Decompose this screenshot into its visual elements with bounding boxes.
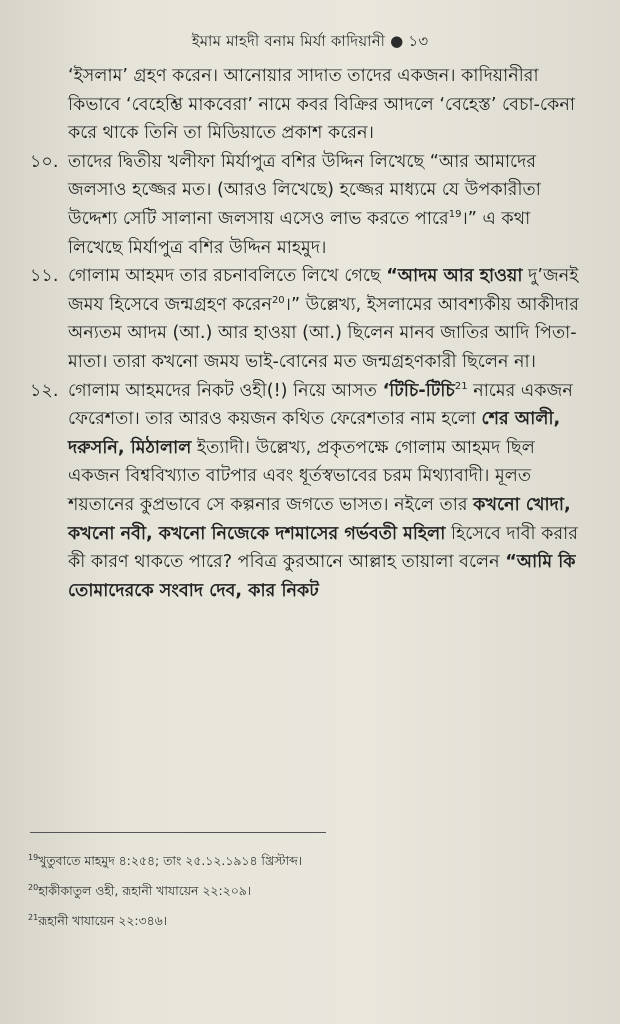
- item-number: ১১.: [30, 266, 59, 287]
- item-number: ১২.: [30, 380, 59, 401]
- emphasis-text: কখনো খোদা, কখনো নবী, কখনো নিজেকে দশমাসের গর্ভবতী মহিলা: [68, 494, 571, 544]
- footnote-text: রূহানী খাযায়েন ২২:৩৪৬।: [38, 913, 168, 928]
- list-item-11: [30, 262, 590, 376]
- item-number: ১০.: [30, 151, 59, 172]
- item-text: হিসেবে দাবী করার কী কারণ থাকতে পারে? পবিত্র কুরআনে আল্লাহ তায়ালা বলেন: [68, 523, 578, 573]
- item-text: নামের একজন ফেরেশতা। তার আরও কয়জন কথিত ফেরেশতার নাম হলো: [68, 380, 573, 430]
- item-text: তাদের দ্বিতীয় খলীফা মির্যাপুত্র বশির উদ্দিন লিখেছে “আর আমাদের জলসাও হজ্জের মত। (আরও লিখেছে) হজ্জের মাধ্যমে যে উপকারীতা উদ্দেশ্য সেটি সালানা জলসায় এসেও লাভ করতে পারে: [68, 151, 541, 229]
- running-header: ইমাম মাহদী বনাম মির্যা কাদিয়ানী ● ১৩: [191, 32, 429, 50]
- emphasis-text: “আমি কি তোমাদেরকে সংবাদ দেব, কার নিকট: [68, 552, 576, 601]
- emphasis-text: ‘টিচি-টিচি: [382, 380, 455, 401]
- footnotes: [28, 852, 588, 942]
- footnote-ref[interactable]: 21: [454, 380, 468, 392]
- list-item-12: [30, 377, 590, 606]
- footnote-20: [28, 882, 588, 900]
- footnote-ref[interactable]: 19: [448, 209, 462, 221]
- footnote-number: 19: [28, 852, 39, 862]
- footnote-ref[interactable]: 20: [271, 294, 285, 306]
- item-text: গোলাম আহমদ তার রচনাবলিতে লিখে গেছে: [68, 266, 387, 287]
- item-text: দু’জনই জময হিসেবে জন্মগ্রহণ করেন: [68, 266, 579, 315]
- list-item-10: [30, 148, 590, 262]
- intro-paragraph: ‘ইসলাম’ গ্রহণ করেন। আনোয়ার সাদাত তাদের একজন। কাদিয়ানীরা কিভাবে ‘বেহেশ্তি মাকবেরা’ নামে কবর বিক্রির আদলে ‘বেহেস্ত’ বেচা-কেনা করে থাকে তিনি তা মিডিয়াতে প্রকাশ করেন।: [68, 66, 575, 144]
- footnote-number: 20: [28, 882, 39, 892]
- footnote-divider: [30, 832, 326, 833]
- item-text: ।” এ কথা লিখেছে মির্যাপুত্র বশির উদ্দিন মাহমুদ।: [68, 208, 531, 258]
- item-text: ।” উল্লেখ্য, ইসলামের আবশ্যকীয় আকীদার অন্যতম আদম (আ.) আর হাওয়া (আ.) ছিলেন মানব জাতির আদি পিতা-মাতা। তারা কখনো জময ভাই-বোনের মত জন্মগ্রহণকারী ছিলেন না।: [68, 294, 579, 372]
- item-text: গোলাম আহমদের নিকট ওহী(!) নিয়ে আসত: [68, 380, 383, 401]
- footnote-number: 21: [28, 912, 39, 922]
- footnote-text: খুতুবাতে মাহমুদ ৪:২৫৪; তাং ২৫.১২.১৯১৪ খ্রিস্টাব্দ।: [38, 853, 303, 868]
- emphasis-text: “আদম আর হাওয়া: [386, 266, 523, 287]
- emphasis-text: শের আলী, দরুসনি, মিঠালাল: [68, 409, 561, 458]
- footnote-19: [28, 852, 588, 870]
- item-text: ইত্যাদী। উল্লেখ্য, প্রকৃতপক্ষে গোলাম আহমদ ছিল একজন বিশ্ববিখ্যাত বাটপার এবং ধূর্তস্বভাবের চরম মিথ্যাবাদী। মূলত শয়তানের কুপ্রভাবে সে কল্পনার জগতে ভাসত। নইলে তার: [68, 437, 535, 515]
- footnote-text: হাকীকাতুল ওহী, রূহানী খাযায়েন ২২:২০৯।: [38, 883, 252, 898]
- main-text: [30, 62, 590, 605]
- footnote-21: [28, 912, 588, 930]
